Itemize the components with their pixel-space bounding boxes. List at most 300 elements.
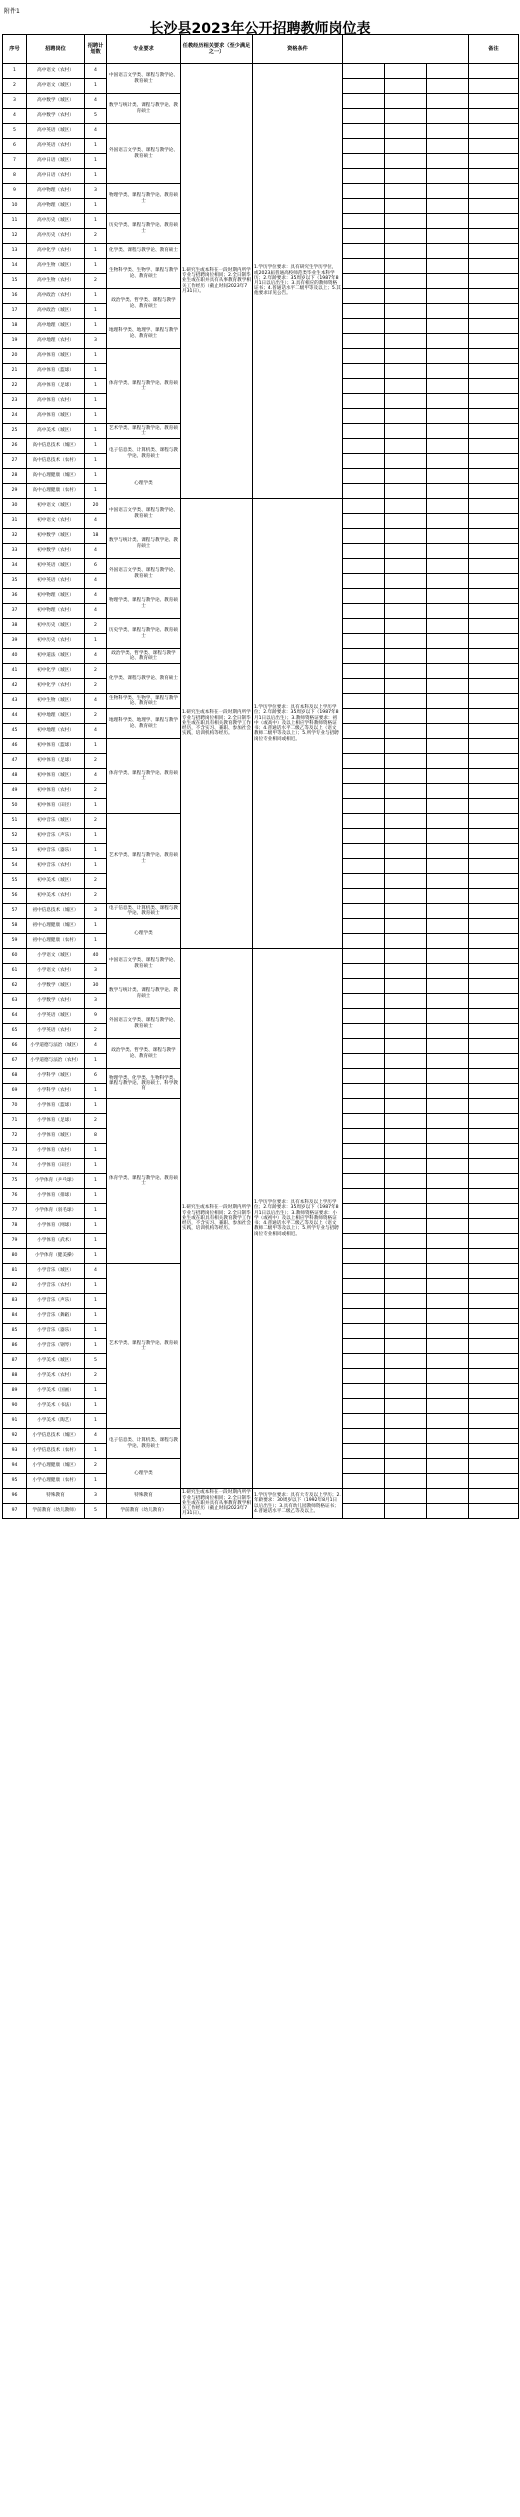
cell-seq: 39 bbox=[3, 634, 27, 649]
cell-blank bbox=[343, 1324, 385, 1339]
cell-blank bbox=[343, 1039, 385, 1054]
cell-seq: 12 bbox=[3, 229, 27, 244]
cell-seq: 2 bbox=[3, 79, 27, 94]
cell-plan: 4 bbox=[85, 574, 107, 589]
cell-blank bbox=[385, 649, 427, 664]
cell-remark bbox=[469, 484, 519, 499]
page-title: 长沙县2023年公开招聘教师岗位表 bbox=[149, 21, 371, 37]
cell-remark bbox=[469, 514, 519, 529]
cell-blank bbox=[385, 1414, 427, 1429]
cell-blank bbox=[385, 619, 427, 634]
cell-plan: 1 bbox=[85, 319, 107, 334]
cell-blank bbox=[343, 874, 385, 889]
cell-plan: 1 bbox=[85, 1279, 107, 1294]
cell-blank bbox=[427, 379, 469, 394]
cell-blank bbox=[427, 814, 469, 829]
cell-blank bbox=[427, 1369, 469, 1384]
cell-blank bbox=[385, 1069, 427, 1084]
cell-blank bbox=[385, 754, 427, 769]
cell-remark bbox=[469, 589, 519, 604]
cell-blank bbox=[385, 889, 427, 904]
cell-blank bbox=[343, 1489, 385, 1504]
cell-seq: 70 bbox=[3, 1099, 27, 1114]
cell-blank bbox=[385, 454, 427, 469]
cell-blank bbox=[385, 439, 427, 454]
cell-blank bbox=[385, 814, 427, 829]
cell-plan: 1 bbox=[85, 1204, 107, 1219]
cell-blank bbox=[343, 169, 385, 184]
cell-plan: 3 bbox=[85, 334, 107, 349]
cell-remark bbox=[469, 1129, 519, 1144]
cell-blank bbox=[343, 589, 385, 604]
cell-blank bbox=[427, 619, 469, 634]
cell-blank bbox=[427, 94, 469, 109]
cell-post: 高中生物（农村） bbox=[27, 274, 85, 289]
cell-blank bbox=[385, 289, 427, 304]
cell-remark bbox=[469, 694, 519, 709]
cell-remark bbox=[469, 64, 519, 79]
cell-blank bbox=[427, 889, 469, 904]
cell-post: 高中信息技术（城区） bbox=[27, 439, 85, 454]
cell-plan: 4 bbox=[85, 589, 107, 604]
cell-blank bbox=[385, 874, 427, 889]
cell-blank bbox=[385, 64, 427, 79]
cell-remark bbox=[469, 439, 519, 454]
cell-blank bbox=[343, 1129, 385, 1144]
cell-plan: 6 bbox=[85, 1069, 107, 1084]
cell-remark bbox=[469, 319, 519, 334]
cell-blank bbox=[343, 724, 385, 739]
cell-blank bbox=[343, 529, 385, 544]
cell-plan: 4 bbox=[85, 769, 107, 784]
cell-remark bbox=[469, 1069, 519, 1084]
cell-blank bbox=[427, 1129, 469, 1144]
cell-blank bbox=[385, 769, 427, 784]
cell-remark bbox=[469, 1369, 519, 1384]
cell-major: 政治学类、哲学类、课程与教学论、教育硕士 bbox=[107, 289, 181, 319]
cell-blank bbox=[427, 1324, 469, 1339]
cell-remark bbox=[469, 169, 519, 184]
cell-major: 体育学类、课程与教学论、教育硕士 bbox=[107, 349, 181, 424]
cell-blank bbox=[343, 454, 385, 469]
cell-post: 高中心理健康（城区） bbox=[27, 469, 85, 484]
cell-major: 数学与统计类、课程与教学论、教育硕士 bbox=[107, 529, 181, 559]
cell-remark bbox=[469, 619, 519, 634]
cell-plan: 1 bbox=[85, 244, 107, 259]
cell-seq: 1 bbox=[3, 64, 27, 79]
cell-blank bbox=[427, 949, 469, 964]
cell-remark bbox=[469, 1459, 519, 1474]
cell-blank bbox=[343, 649, 385, 664]
cell-blank bbox=[385, 1309, 427, 1324]
cell-post: 高中地理（农村） bbox=[27, 334, 85, 349]
cell-blank bbox=[427, 664, 469, 679]
cell-remark bbox=[469, 1024, 519, 1039]
cell-seq: 6 bbox=[3, 139, 27, 154]
cell-plan: 1 bbox=[85, 919, 107, 934]
cell-blank bbox=[343, 799, 385, 814]
cell-plan: 2 bbox=[85, 784, 107, 799]
cell-post: 初中生物（城区） bbox=[27, 694, 85, 709]
cell-blank bbox=[427, 1054, 469, 1069]
cell-remark bbox=[469, 904, 519, 919]
cell-blank bbox=[427, 1234, 469, 1249]
cell-plan: 40 bbox=[85, 949, 107, 964]
cell-seq: 5 bbox=[3, 124, 27, 139]
cell-post: 高中日语（农村） bbox=[27, 169, 85, 184]
cell-post: 小学信息技术（城区） bbox=[27, 1429, 85, 1444]
cell-blank bbox=[343, 289, 385, 304]
cell-blank bbox=[385, 1264, 427, 1279]
cell-plan: 1 bbox=[85, 634, 107, 649]
cell-blank bbox=[427, 709, 469, 724]
cell-post: 小学体育（羽毛球） bbox=[27, 1204, 85, 1219]
header-qualification: 资格条件 bbox=[253, 35, 343, 64]
cell-seq: 8 bbox=[3, 169, 27, 184]
cell-seq: 83 bbox=[3, 1294, 27, 1309]
cell-blank bbox=[427, 1459, 469, 1474]
cell-blank bbox=[427, 1144, 469, 1159]
cell-plan: 30 bbox=[85, 979, 107, 994]
cell-seq: 51 bbox=[3, 814, 27, 829]
table-row bbox=[3, 949, 519, 964]
cell-blank bbox=[427, 244, 469, 259]
cell-seq: 21 bbox=[3, 364, 27, 379]
cell-seq: 65 bbox=[3, 1024, 27, 1039]
cell-remark bbox=[469, 574, 519, 589]
cell-post: 小学体育（乒乓球） bbox=[27, 1174, 85, 1189]
cell-blank bbox=[343, 1144, 385, 1159]
cell-seq: 58 bbox=[3, 919, 27, 934]
cell-blank bbox=[385, 1024, 427, 1039]
cell-remark bbox=[469, 79, 519, 94]
cell-blank bbox=[343, 424, 385, 439]
cell-plan: 3 bbox=[85, 1489, 107, 1504]
cell-blank bbox=[343, 484, 385, 499]
cell-blank bbox=[385, 529, 427, 544]
cell-blank bbox=[343, 829, 385, 844]
cell-seq: 16 bbox=[3, 289, 27, 304]
cell-blank bbox=[385, 904, 427, 919]
cell-seq: 13 bbox=[3, 244, 27, 259]
cell-remark bbox=[469, 799, 519, 814]
cell-plan: 4 bbox=[85, 724, 107, 739]
cell-seq: 84 bbox=[3, 1309, 27, 1324]
cell-remark bbox=[469, 184, 519, 199]
header-experience: 任教经历相关要求（至少满足之一） bbox=[181, 35, 253, 64]
cell-blank bbox=[385, 964, 427, 979]
cell-seq: 9 bbox=[3, 184, 27, 199]
cell-blank bbox=[343, 1384, 385, 1399]
cell-blank bbox=[385, 259, 427, 274]
cell-blank bbox=[343, 214, 385, 229]
cell-post: 高中历史（城区） bbox=[27, 214, 85, 229]
cell-seq: 75 bbox=[3, 1174, 27, 1189]
cell-plan: 4 bbox=[85, 1039, 107, 1054]
cell-post: 高中语文（城区） bbox=[27, 79, 85, 94]
cell-remark bbox=[469, 994, 519, 1009]
cell-blank bbox=[385, 394, 427, 409]
cell-blank bbox=[427, 1414, 469, 1429]
cell-remark bbox=[469, 979, 519, 994]
cell-major: 中国语言文学类、课程与教学论、教育硕士 bbox=[107, 64, 181, 94]
cell-major: 体育学类、课程与教学论、教育硕士 bbox=[107, 1099, 181, 1264]
cell-major: 中国语言文学类、课程与教学论、教育硕士 bbox=[107, 499, 181, 529]
cell-seq: 64 bbox=[3, 1009, 27, 1024]
cell-plan: 5 bbox=[85, 1354, 107, 1369]
cell-post: 小学体育（足球） bbox=[27, 1114, 85, 1129]
cell-seq: 11 bbox=[3, 214, 27, 229]
cell-seq: 42 bbox=[3, 679, 27, 694]
cell-remark bbox=[469, 94, 519, 109]
cell-major: 政治学类、哲学类、课程与教学论、教育硕士 bbox=[107, 649, 181, 664]
cell-plan: 1 bbox=[85, 1249, 107, 1264]
cell-major: 体育学类、课程与教学论、教育硕士 bbox=[107, 739, 181, 814]
cell-remark bbox=[469, 244, 519, 259]
cell-blank bbox=[427, 1189, 469, 1204]
cell-remark bbox=[469, 289, 519, 304]
cell-blank bbox=[385, 109, 427, 124]
cell-blank bbox=[427, 1444, 469, 1459]
cell-blank bbox=[427, 169, 469, 184]
cell-seq: 35 bbox=[3, 574, 27, 589]
cell-seq: 73 bbox=[3, 1144, 27, 1159]
cell-blank bbox=[343, 664, 385, 679]
cell-blank bbox=[385, 1144, 427, 1159]
cell-blank bbox=[427, 454, 469, 469]
cell-remark bbox=[469, 364, 519, 379]
cell-post: 高中地理（城区） bbox=[27, 319, 85, 334]
cell-remark bbox=[469, 649, 519, 664]
cell-blank bbox=[385, 949, 427, 964]
cell-blank bbox=[427, 544, 469, 559]
cell-blank bbox=[385, 1204, 427, 1219]
cell-blank bbox=[427, 559, 469, 574]
cell-blank bbox=[427, 319, 469, 334]
cell-blank bbox=[427, 679, 469, 694]
cell-blank bbox=[385, 709, 427, 724]
cell-post: 高中英语（城区） bbox=[27, 124, 85, 139]
cell-blank bbox=[385, 1009, 427, 1024]
cell-plan: 2 bbox=[85, 1459, 107, 1474]
cell-blank bbox=[343, 1099, 385, 1114]
cell-post: 初中美术（城区） bbox=[27, 874, 85, 889]
cell-blank bbox=[427, 919, 469, 934]
cell-major: 艺术学类、课程与教学论、教育硕士 bbox=[107, 814, 181, 904]
cell-blank bbox=[385, 1249, 427, 1264]
cell-remark bbox=[469, 709, 519, 724]
cell-qualification: 1.学历学位要求：具有本科及以上学历学位；2.年龄要求：35周岁以下（1987年8月1日以后出生）；3.教师资格证要求：初中（或高中）及以上相应学科教师资格证书；4.普通话水平二级乙等及以上（语文教师二级甲等及以上）；5.所学专业与招聘岗位专业相同或相近。 bbox=[253, 499, 343, 949]
cell-major: 外国语言文学类、课程与教学论、教育硕士 bbox=[107, 124, 181, 184]
cell-post: 初中心理健康（城区） bbox=[27, 919, 85, 934]
cell-remark bbox=[469, 529, 519, 544]
cell-blank bbox=[343, 1174, 385, 1189]
cell-blank bbox=[427, 1354, 469, 1369]
cell-plan: 4 bbox=[85, 124, 107, 139]
cell-blank bbox=[385, 514, 427, 529]
cell-blank bbox=[343, 274, 385, 289]
cell-remark bbox=[469, 829, 519, 844]
cell-blank bbox=[427, 994, 469, 1009]
cell-blank bbox=[427, 1489, 469, 1504]
cell-seq: 52 bbox=[3, 829, 27, 844]
cell-blank bbox=[343, 199, 385, 214]
cell-blank bbox=[385, 124, 427, 139]
cell-plan: 1 bbox=[85, 214, 107, 229]
header-seq: 序号 bbox=[3, 35, 27, 64]
cell-plan: 1 bbox=[85, 304, 107, 319]
cell-post: 高中体育（城区） bbox=[27, 409, 85, 424]
cell-post: 初中地理（农村） bbox=[27, 724, 85, 739]
cell-plan: 2 bbox=[85, 1369, 107, 1384]
cell-plan: 1 bbox=[85, 1159, 107, 1174]
cell-post: 高中化学（农村） bbox=[27, 244, 85, 259]
cell-post: 初中地理（城区） bbox=[27, 709, 85, 724]
cell-blank bbox=[385, 79, 427, 94]
cell-blank bbox=[385, 829, 427, 844]
cell-blank bbox=[343, 709, 385, 724]
cell-seq: 67 bbox=[3, 1054, 27, 1069]
cell-post: 初中语文（农村） bbox=[27, 514, 85, 529]
cell-remark bbox=[469, 1309, 519, 1324]
cell-blank bbox=[385, 679, 427, 694]
cell-blank bbox=[427, 829, 469, 844]
cell-post: 小学心理健康（城区） bbox=[27, 1459, 85, 1474]
cell-plan: 1 bbox=[85, 1309, 107, 1324]
cell-plan: 2 bbox=[85, 874, 107, 889]
cell-blank bbox=[343, 979, 385, 994]
cell-blank bbox=[343, 754, 385, 769]
cell-post: 小学体育（网球） bbox=[27, 1219, 85, 1234]
cell-post: 小学道德与法治（城区） bbox=[27, 1039, 85, 1054]
cell-blank bbox=[343, 364, 385, 379]
cell-blank bbox=[385, 559, 427, 574]
cell-blank bbox=[385, 1504, 427, 1519]
cell-blank bbox=[385, 1054, 427, 1069]
cell-blank bbox=[427, 844, 469, 859]
cell-blank bbox=[385, 634, 427, 649]
cell-blank bbox=[427, 1429, 469, 1444]
cell-blank bbox=[427, 979, 469, 994]
cell-blank bbox=[343, 1009, 385, 1024]
cell-post: 小学英语（城区） bbox=[27, 1009, 85, 1024]
cell-blank bbox=[343, 394, 385, 409]
cell-remark bbox=[469, 1114, 519, 1129]
cell-seq: 30 bbox=[3, 499, 27, 514]
cell-post: 小学体育（城区） bbox=[27, 1129, 85, 1144]
cell-plan: 4 bbox=[85, 64, 107, 79]
cell-post: 初中体育（农村） bbox=[27, 784, 85, 799]
cell-seq: 72 bbox=[3, 1129, 27, 1144]
table-row bbox=[3, 64, 519, 79]
cell-post: 初中道法（城区） bbox=[27, 649, 85, 664]
cell-seq: 88 bbox=[3, 1369, 27, 1384]
cell-blank bbox=[343, 739, 385, 754]
cell-plan: 3 bbox=[85, 994, 107, 1009]
cell-blank bbox=[427, 934, 469, 949]
cell-plan: 1 bbox=[85, 139, 107, 154]
cell-seq: 69 bbox=[3, 1084, 27, 1099]
cell-experience: 1.研究生或本科在一段时期内所学专业与招聘岗位相同；2.全日制毕业生或在职并具有从事教育教学相关工作经历（截止时间2023年7月31日）。 bbox=[181, 1489, 253, 1519]
cell-blank bbox=[427, 1279, 469, 1294]
cell-plan: 1 bbox=[85, 349, 107, 364]
cell-major: 电子信息类、计算机类、课程与教学论、教育硕士 bbox=[107, 439, 181, 469]
cell-qualification: 1.学历学位要求：具有本科及以上学历学位；2.年龄要求：35周岁以下（1987年8月1日以后出生）；3.教师资格证要求：小学（或初中）及以上相应学科教师资格证书；4.普通话水平二级乙等及以上（语文教师二级甲等及以上）；5.所学专业与招聘岗位专业相同或相近。 bbox=[253, 949, 343, 1489]
cell-blank bbox=[343, 1279, 385, 1294]
cell-blank bbox=[427, 469, 469, 484]
cell-plan: 1 bbox=[85, 484, 107, 499]
cell-blank bbox=[343, 469, 385, 484]
cell-blank bbox=[343, 889, 385, 904]
cell-blank bbox=[343, 1444, 385, 1459]
cell-blank bbox=[385, 1099, 427, 1114]
cell-remark bbox=[469, 634, 519, 649]
cell-seq: 44 bbox=[3, 709, 27, 724]
cell-blank bbox=[427, 259, 469, 274]
cell-blank bbox=[385, 724, 427, 739]
cell-blank bbox=[385, 139, 427, 154]
cell-blank bbox=[385, 304, 427, 319]
cell-post: 初中语文（城区） bbox=[27, 499, 85, 514]
attachment-label: 附件1 bbox=[4, 8, 20, 15]
cell-remark bbox=[469, 1039, 519, 1054]
cell-experience: 1.研究生或本科在一段时期内所学专业与招聘岗位相同；2.全日制毕业生或在职并具有从事教育教学相关工作经历（截止时间2023年7月31日）。 bbox=[181, 64, 253, 499]
cell-blank bbox=[343, 184, 385, 199]
cell-plan: 5 bbox=[85, 1504, 107, 1519]
cell-post: 小学体育（农村） bbox=[27, 1144, 85, 1159]
cell-plan: 4 bbox=[85, 694, 107, 709]
cell-remark bbox=[469, 844, 519, 859]
cell-seq: 28 bbox=[3, 469, 27, 484]
cell-blank bbox=[427, 859, 469, 874]
cell-remark bbox=[469, 604, 519, 619]
cell-blank bbox=[343, 1054, 385, 1069]
cell-blank bbox=[343, 904, 385, 919]
cell-qualification: 1.学历学位要求：具有大专及以上学历；2.年龄要求：30周岁以下（1992年8月1日以后出生）；3.具有幼儿园教师资格证书；4.普通话水平二级乙等及以上。 bbox=[253, 1489, 343, 1519]
cell-blank bbox=[343, 1429, 385, 1444]
cell-blank bbox=[385, 739, 427, 754]
cell-major: 物理学类、课程与教学论、教育硕士 bbox=[107, 589, 181, 619]
cell-seq: 26 bbox=[3, 439, 27, 454]
cell-seq: 93 bbox=[3, 1444, 27, 1459]
cell-blank bbox=[427, 904, 469, 919]
cell-seq: 77 bbox=[3, 1204, 27, 1219]
cell-blank bbox=[343, 919, 385, 934]
cell-seq: 59 bbox=[3, 934, 27, 949]
cell-blank bbox=[427, 1009, 469, 1024]
cell-blank bbox=[385, 1039, 427, 1054]
cell-plan: 2 bbox=[85, 814, 107, 829]
cell-blank bbox=[427, 529, 469, 544]
cell-blank bbox=[343, 1249, 385, 1264]
cell-post: 小学体育（篮球） bbox=[27, 1099, 85, 1114]
cell-seq: 37 bbox=[3, 604, 27, 619]
cell-major: 数学与统计类、课程与教学论、教育硕士 bbox=[107, 979, 181, 1009]
cell-seq: 46 bbox=[3, 739, 27, 754]
cell-plan: 1 bbox=[85, 844, 107, 859]
table-row bbox=[3, 1489, 519, 1504]
cell-blank bbox=[427, 1399, 469, 1414]
cell-plan: 1 bbox=[85, 454, 107, 469]
cell-blank bbox=[343, 844, 385, 859]
cell-plan: 1 bbox=[85, 439, 107, 454]
cell-post: 小学体育（武术） bbox=[27, 1234, 85, 1249]
cell-post: 高中美术（城区） bbox=[27, 424, 85, 439]
cell-major: 化学类、课程与教学论、教育硕士 bbox=[107, 664, 181, 694]
cell-plan: 1 bbox=[85, 859, 107, 874]
cell-seq: 4 bbox=[3, 109, 27, 124]
cell-blank bbox=[385, 1324, 427, 1339]
